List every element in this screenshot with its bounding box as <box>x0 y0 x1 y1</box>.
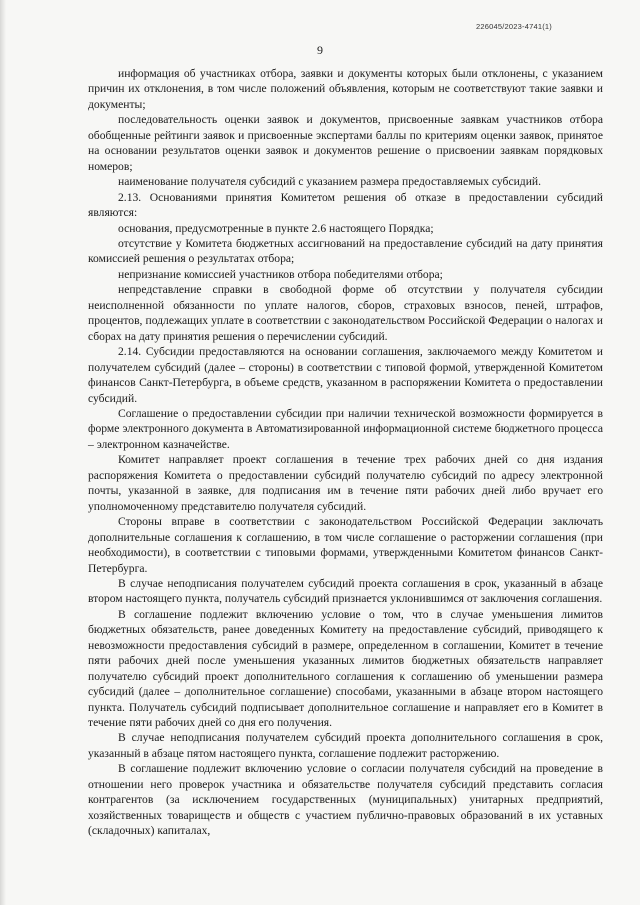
paragraph: отсутствие у Комитета бюджетных ассигнований на предоставление субсидий на дату принятия комиссией решения о результатах отбора; <box>88 236 603 266</box>
page-number: 9 <box>317 43 323 57</box>
paragraph: информация об участниках отбора, заявки и документы которых были отклонены, с указанием причин их отклонения, в том числе положений объявления, которым не соответствуют такие заявки и документы; <box>88 67 603 111</box>
paragraph: В случае неподписания получателем субсидий проекта дополнительного соглашения в срок, указанный в абзаце пятом настоящего пункта, соглашение подлежит расторжению. <box>88 731 603 760</box>
paragraph: В случае неподписания получателем субсидий проекта соглашения в срок, указанный в абзаце втором настоящего пункта, получатель субсидий признается уклонившимся от заключения соглашения. <box>88 576 603 606</box>
paragraph: 2.14. Субсидии предоставляются на основании соглашения, заключаемого между Комитетом и получателем субсидий (далее – стороны) в соответствии с типовой формой, утвержденной Комитетом финансов Санкт-Петербурга, в объеме средств, указанном в распоряжении Комитета о предоставлении субсидий. <box>88 345 603 405</box>
paragraph: наименование получателя субсидий с указанием размера предоставляемых субсидий. <box>118 175 542 189</box>
paragraph: Стороны вправе в соответствии с законодательством Российской Федерации заключать дополнительные соглашения к соглашению, в том числе соглашение о расторжении соглашения (при необходимости), в соответствии с типовыми формами, утвержденными Комитетом финансов Санкт-Петербурга. <box>88 515 603 575</box>
document-body <box>88 66 603 839</box>
paragraph: основания, предусмотренные в пункте 2.6 настоящего Порядка; <box>118 221 434 235</box>
scan-edge-shadow <box>0 0 6 905</box>
paragraph: 2.13. Основаниями принятия Комитетом решения об отказе в предоставлении субсидий являются: <box>88 190 603 220</box>
document-registration-number: 226045/2023-4741(1) <box>476 22 552 31</box>
paragraph: непризнание комиссией участников отбора победителями отбора; <box>118 267 443 281</box>
paragraph: В соглашение подлежит включению условие о том, что в случае уменьшения лимитов бюджетных обязательств, ранее доведенных Комитету на предоставление субсидий, приводящего к невозможности предоставления субсидий в размере, определенном в соглашении, Комитет в течение пяти рабочих дней после уменьшения указанных лимитов бюджетных обязательств направляет получателю субсидий проект дополнительного соглашения к соглашению об уменьшении размера субсидий (далее – дополнительное соглашение) способами, указанными в абзаце втором настоящего пункта. Получатель субсидий подписывает дополнительное соглашение и направляет его в Комитет в течение пяти рабочих дней со дня его получения. <box>88 607 603 730</box>
paragraph: Комитет направляет проект соглашения в течение трех рабочих дней со дня издания распоряжения Комитета о предоставлении субсидий получателю субсидий по адресу электронной почты, указанной в заявке, для подписания им в течение пяти рабочих дней либо вручает его уполномоченному представителю получателя субсидий. <box>88 453 603 513</box>
paragraph: последовательность оценки заявок и документов, присвоенные заявкам участников отбора обобщенные рейтинги заявок и присвоенные экспертами баллы по критериям оценки заявок, принятое на основании результатов оценки заявок и документов решение о присвоении заявкам порядковых номеров; <box>88 113 603 173</box>
paragraph: В соглашение подлежит включению условие о согласии получателя субсидий на проведение в отношении него проверок участника и обязательстве получателя субсидий представить согласия контрагентов (за исключением государственных (муниципальных) унитарных предприятий, хозяйственных товариществ и обществ с участием публично-правовых образований в их уставных (складочных) капиталах, <box>88 762 603 838</box>
paragraph: непредставление справки в свободной форме об отсутствии у получателя субсидии неисполненной обязанности по уплате налогов, сборов, страховых взносов, пеней, штрафов, процентов, подлежащих уплате в соответствии с законодательством Российской Федерации о налогах и сборах на дату принятия решения о перечислении субсидий. <box>88 283 603 343</box>
paragraph: Соглашение о предоставлении субсидии при наличии технической возможности формируется в форме электронного документа в Автоматизированной информационной системе бюджетного процесса – электронном казначействе. <box>88 406 603 451</box>
